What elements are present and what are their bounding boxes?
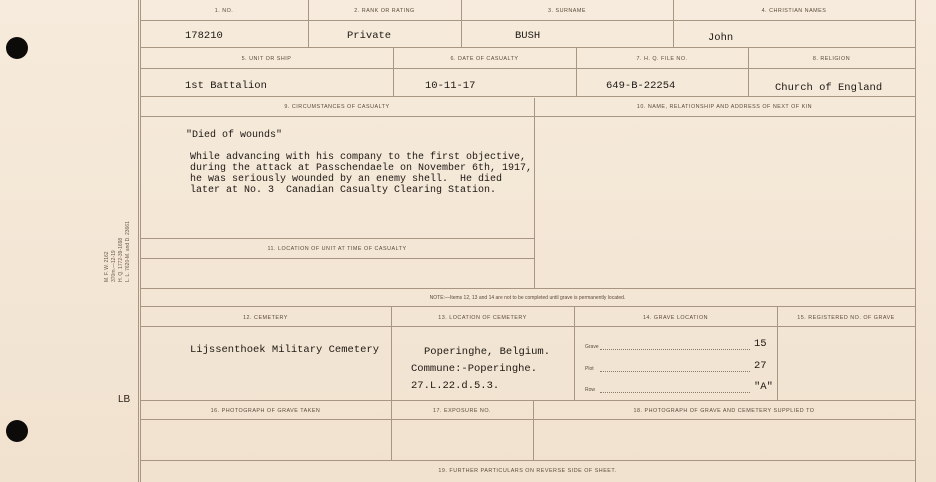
header-circumstances: 9. CIRCUMSTANCES OF CASUALTY [284,104,390,110]
religion-value: Church of England [775,82,883,94]
header-cemetery: 12. CEMETERY [243,315,288,321]
plot-label: Plot [585,366,594,372]
cemetery-value: Lijssenthoek Military Cemetery [190,344,380,356]
punch-hole [6,37,28,59]
header-further-particulars: 19. FURTHER PARTICULARS ON REVERSE SIDE OF SHEET. [438,468,617,474]
rank-value: Private [347,30,392,42]
lb-mark: LB [118,394,131,405]
header-registered-no: 15. REGISTERED NO. OF GRAVE [797,315,895,321]
header-surname: 3. SURNAME [548,8,586,14]
punch-hole [6,420,28,442]
header-unit-location: 11. LOCATION OF UNIT AT TIME OF CASUALTY [267,246,407,252]
cemetery-location-line-2: Commune:-Poperinghe. [411,363,538,375]
header-christian-names: 4. CHRISTIAN NAMES [761,8,827,14]
date-value: 10-11-17 [425,80,476,92]
christian-names-value: John [708,32,734,44]
header-unit: 5. UNIT OR SHIP [241,56,292,62]
circumstance-title: "Died of wounds" [186,130,283,141]
cemetery-location-line-3: 27.L.22.d.5.3. [411,380,500,392]
hq-file-value: 649-B-22254 [606,80,676,92]
plot-value: 27 [754,360,767,372]
header-hq-file: 7. H. Q. FILE NO. [636,56,688,62]
row-label: Row [585,387,596,393]
header-cemetery-location: 13. LOCATION OF CEMETERY [438,315,527,321]
service-number: 178210 [185,30,223,42]
header-photo-supplied: 18. PHOTOGRAPH OF GRAVE AND CEMETERY SUPPLIED TO [633,408,815,414]
row-value: "A" [754,381,773,393]
grave-value: 15 [754,338,767,350]
header-exposure-no: 17. EXPOSURE NO. [432,408,492,414]
header-rank: 2. RANK OR RATING [354,8,415,14]
cemetery-location-line-1: Poperinghe, Belgium. [424,346,551,358]
circumstance-text: While advancing with his company to the first objective, during the attack at Passchendaele on November 6th, 1917, he was seriously wounded by an enemy shell. He died later at No. 3 Canadian Casualty Clearing Station. [190,152,533,196]
header-photo-taken: 16. PHOTOGRAPH OF GRAVE TAKEN [210,408,321,414]
form-print-code: M. F. W. 2162 370m.—12-19 H. Q. 1772-39-1698 L. L. 7620-M. and D. 23661 [104,221,131,282]
grave-label: Grave [585,344,599,350]
header-number: 1. NO. [214,8,234,14]
form-note: NOTE:—Items 12, 13 and 14 are not to be completed until grave is permanently located. [429,295,626,301]
unit-value: 1st Battalion [185,80,267,92]
header-grave-location: 14. GRAVE LOCATION [642,315,709,321]
header-date: 6. DATE OF CASUALTY [450,56,519,62]
header-religion: 8. RELIGION [812,56,851,62]
surname-value: BUSH [515,30,541,42]
header-next-of-kin: 10. NAME, RELATIONSHIP AND ADDRESS OF NEXT OF KIN [636,104,813,110]
